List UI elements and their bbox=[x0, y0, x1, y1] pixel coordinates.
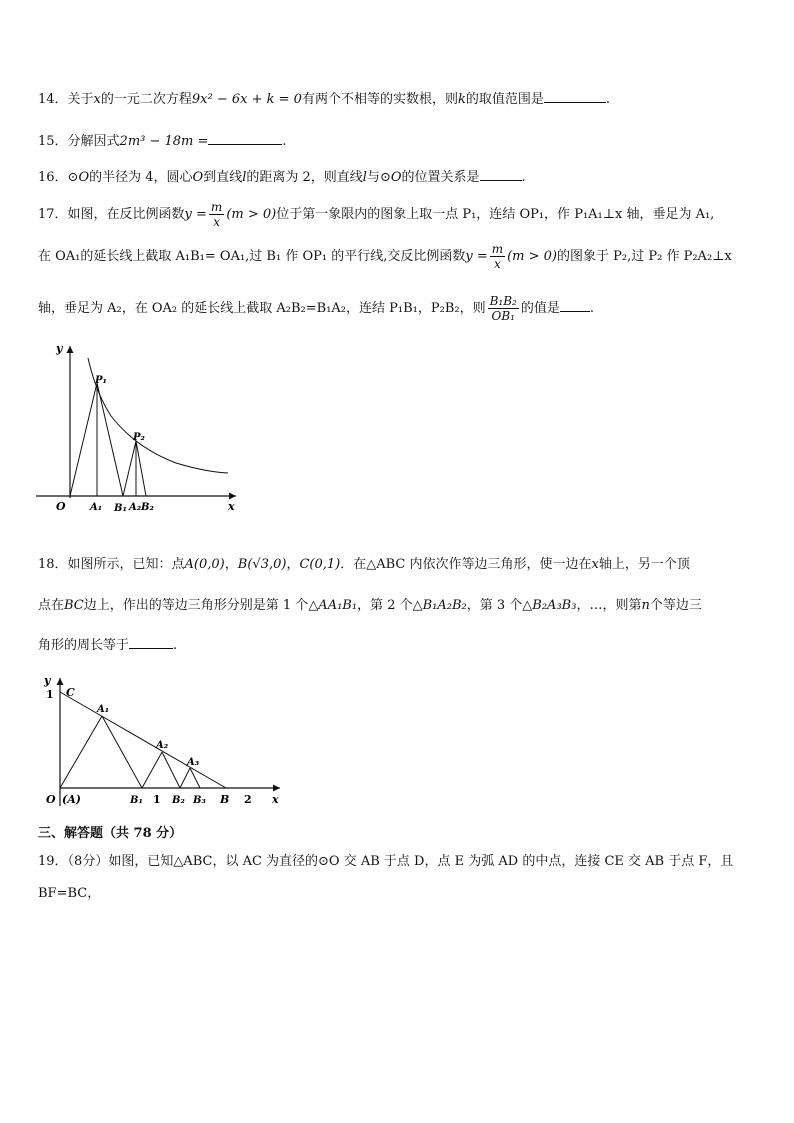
fig1-a2-label: A₂ bbox=[129, 502, 142, 513]
q16-circle-b: ⊙O bbox=[379, 170, 402, 185]
q16-text-f: 的位置关系是 bbox=[401, 170, 480, 185]
fig2-one-y: 1 bbox=[46, 688, 54, 701]
q18-bc: BC bbox=[64, 598, 84, 613]
q15-answer-blank[interactable] bbox=[208, 130, 282, 145]
q17-cond: (m > 0) bbox=[226, 207, 277, 222]
q18-line2-e: ，…，则第 bbox=[576, 598, 642, 613]
fig2-b-label: B bbox=[220, 793, 230, 806]
segment-o-a1 bbox=[60, 716, 102, 788]
fig2-two-label: 2 bbox=[244, 793, 252, 806]
fig1-y-label: y bbox=[56, 342, 63, 355]
q18-line2-b: 边上，作出的等边三角形分别是第 1 个 bbox=[83, 598, 309, 613]
q15-prefix: 15．分解因式 bbox=[38, 134, 120, 149]
q16-text-d: 的距离为 2，则直线 bbox=[246, 170, 363, 185]
q18-line1-a: 18．如图所示，已知：点 bbox=[38, 557, 185, 572]
q18-pt-c: C(0,1) bbox=[299, 557, 341, 572]
fig2-a3-label: A₃ bbox=[187, 757, 200, 768]
q18-tri1: △AA₁B₁ bbox=[308, 598, 358, 613]
segment-a2-b2 bbox=[162, 752, 180, 788]
q16-o: O bbox=[192, 170, 204, 185]
q14-equation: 9x² − 6x + k = 0 bbox=[191, 92, 302, 107]
q18-tri2: △B₁A₂B₂ bbox=[412, 598, 467, 613]
segment-o-p1 bbox=[70, 383, 97, 496]
q14-var-k: k bbox=[457, 92, 466, 107]
q17-ratio bbox=[488, 294, 519, 323]
question-19-line-1: 19．（8分）如图，已知△ABC，以 AC 为直径的⊙O 交 AB 于点 D，点 E 为弧 AD 的中点，连接 CE 交 AB 于点 F，且 bbox=[38, 854, 734, 869]
question-18-line-1: 18．如图所示，已知：点A(0,0)，B(√3,0)，C(0,1)．在△ABC 内依次作等边三角形，使一边在x轴上，另一个顶 bbox=[38, 557, 690, 572]
fig2-a-paren-label: (A) bbox=[62, 793, 81, 806]
q16-text-e: 与 bbox=[366, 170, 380, 185]
q16-end: . bbox=[521, 170, 526, 185]
q17-line2-b: 的图象于 P₂,过 P₂ 作 P₂A₂⊥x bbox=[557, 249, 732, 264]
q17-line1-b: 位于第一象限内的图象上取一点 P₁，连结 OP₁，作 P₁A₁⊥x 轴，垂足为 A₁, bbox=[276, 207, 715, 222]
segment-a3-b3 bbox=[190, 768, 200, 788]
q18-pt-a: A(0,0) bbox=[184, 557, 225, 572]
hyperbola-curve bbox=[88, 358, 228, 473]
fig2-a2-label: A₂ bbox=[156, 740, 169, 751]
q17-frac-den-2: x bbox=[494, 257, 501, 271]
q18-answer-blank[interactable] bbox=[129, 634, 173, 649]
q18-tri3: △B₂A₃B₃ bbox=[522, 598, 577, 613]
question-19-line-2: BF=BC， bbox=[38, 886, 101, 901]
q17-frac-num: m bbox=[210, 200, 223, 214]
fig2-a1-label: A₁ bbox=[97, 704, 110, 715]
segment-b1-p2 bbox=[123, 441, 136, 496]
q16-l1: l bbox=[242, 170, 247, 185]
q16-circle-a: ⊙O bbox=[67, 170, 90, 185]
q16-text-c: 到直线 bbox=[203, 170, 243, 185]
q17-y-eq-2: y = bbox=[465, 249, 488, 264]
segment-p2-b2 bbox=[136, 441, 146, 496]
q14-var-x: x bbox=[93, 92, 101, 107]
fig2-b3-label: B₃ bbox=[193, 795, 206, 806]
q17-fraction bbox=[209, 200, 224, 229]
q17-ratio-num: B₁B₂ bbox=[489, 294, 517, 308]
q18-line2-d: ，第 3 个 bbox=[466, 598, 523, 613]
q17-frac-den: x bbox=[213, 215, 220, 229]
q14-mid2: 有两个不相等的实数根，则 bbox=[301, 92, 458, 107]
fig2-one-x: 1 bbox=[153, 793, 161, 806]
q18-line2-a: 点在 bbox=[38, 598, 65, 613]
fig2-y-label: y bbox=[44, 674, 51, 687]
fig1-x-label: x bbox=[228, 500, 235, 513]
question-17-line-3 bbox=[38, 294, 594, 323]
q17-answer-blank[interactable] bbox=[560, 297, 590, 312]
question-15 bbox=[38, 130, 287, 152]
q17-fraction-2 bbox=[490, 242, 505, 271]
q14-end: . bbox=[605, 92, 611, 107]
q14-prefix: 14．关于 bbox=[38, 92, 94, 107]
fig1-a1-label: A₁ bbox=[90, 502, 103, 513]
q18-line1-b: ．在△ABC 内依次作等边三角形，使一边在 bbox=[340, 557, 592, 572]
question-16 bbox=[38, 166, 526, 188]
q16-text-a: 16． bbox=[38, 170, 68, 185]
figure-18-triangles bbox=[38, 672, 288, 810]
segment-b2-a3 bbox=[180, 768, 190, 788]
fig1-o-label: O bbox=[56, 500, 66, 513]
q17-end: . bbox=[589, 301, 595, 316]
q17-line3-b: 的值是 bbox=[520, 301, 560, 316]
q18-line2-c: ，第 2 个 bbox=[357, 598, 413, 613]
q16-text-b: 的半径为 4，圆心 bbox=[89, 170, 193, 185]
question-17-line-1 bbox=[38, 200, 714, 229]
question-18-line-3 bbox=[38, 634, 177, 656]
fig1-p2-label: P₂ bbox=[133, 432, 145, 443]
fig2-x-label: x bbox=[272, 793, 279, 806]
q17-frac-num-2: m bbox=[491, 242, 504, 256]
fig2-c-label: C bbox=[66, 686, 75, 699]
q15-end: . bbox=[282, 134, 287, 149]
q18-end: . bbox=[173, 638, 178, 653]
q14-suffix: 的取值范围是 bbox=[465, 92, 544, 107]
question-17-line-2 bbox=[38, 242, 732, 271]
q17-ratio-den: OB₁ bbox=[491, 309, 515, 323]
fig2-o-label: O bbox=[46, 793, 56, 806]
segment-b1-a2 bbox=[142, 752, 162, 788]
fig1-p1-label: P₁ bbox=[95, 375, 107, 386]
q17-y-eq: y = bbox=[184, 207, 207, 222]
section-heading: 三、解答题（共 78 分） bbox=[38, 826, 183, 841]
q18-line1-c: 轴上，另一个顶 bbox=[598, 557, 690, 572]
segment-c-b bbox=[60, 692, 226, 788]
segment-p1-b1 bbox=[97, 383, 123, 496]
q18-line3-a: 角形的周长等于 bbox=[38, 638, 130, 653]
q18-n: n bbox=[641, 598, 650, 613]
fig1-b1-label: B₁ bbox=[114, 503, 127, 514]
q17-line3-a: 轴，垂足为 A₂，在 OA₂ 的延长线上截取 A₂B₂=B₁A₂，连结 P₁B₁，P₂B₂，则 bbox=[38, 301, 486, 316]
question-14 bbox=[38, 88, 610, 110]
q16-l2: l bbox=[362, 170, 367, 185]
q17-cond-2: (m > 0) bbox=[507, 249, 558, 264]
fig1-b2-label: B₂ bbox=[141, 502, 154, 513]
segment-a1-b1 bbox=[102, 716, 142, 788]
q17-line1-a: 17．如图，在反比例函数 bbox=[38, 207, 185, 222]
q17-line2-a: 在 OA₁的延长线上截取 A₁B₁= OA₁,过 B₁ 作 OP₁ 的平行线,交反比例函数 bbox=[38, 249, 466, 264]
fig2-b2-label: B₂ bbox=[172, 795, 185, 806]
q16-answer-blank[interactable] bbox=[480, 166, 522, 181]
q14-answer-blank[interactable] bbox=[544, 88, 606, 103]
q14-mid: 的一元二次方程 bbox=[100, 92, 192, 107]
fig2-b1-label: B₁ bbox=[130, 795, 143, 806]
question-18-line-2 bbox=[38, 596, 702, 616]
q18-pt-b: B(√3,0) bbox=[237, 557, 287, 572]
figure-17-reciprocal-graph bbox=[36, 338, 246, 518]
q18-line2-f: 个等边三 bbox=[649, 598, 702, 613]
q15-expr: 2m³ − 18m = bbox=[119, 134, 209, 149]
q18-x: x bbox=[591, 557, 599, 572]
